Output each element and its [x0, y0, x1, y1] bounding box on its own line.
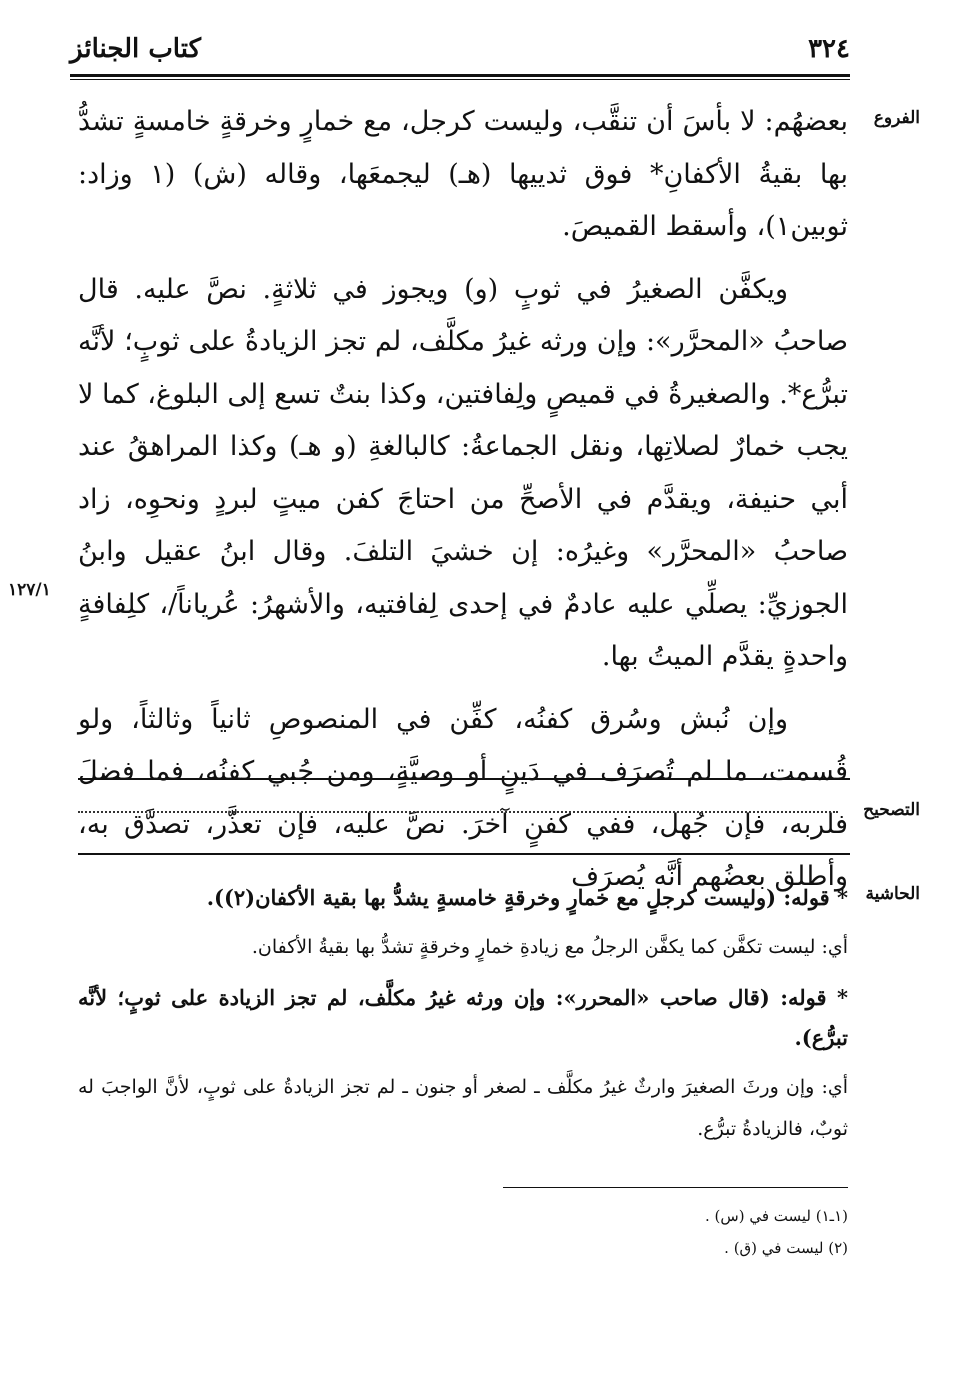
page-number: ٣٢٤ [808, 34, 850, 64]
footnote: (١ـ١) ليست في (س) . [705, 1207, 848, 1225]
main-text [78, 96, 848, 914]
manuscript-ref: ١٢٧/١ [8, 580, 51, 600]
footnote: (٢) ليست في (ق) . [724, 1239, 848, 1257]
margin-label-furu: الفروع [873, 108, 920, 128]
main-paragraph: وإن نُبش وسُرق كفنُه، كفِّن في المنصوصِ ثانياً وثالثاً، ولو قُسمت، ما لم تُصرَف في دَينٍ أو وصيَّةٍ، ومن جُبي كفنُه، فما فضلَ فلربه، فإن جُهل، ففي كفنٍ آخرَ. نصَّ عليه، فإن تعذَّر، تصدَّق به، وأطلق بعضُهم أنَّه يُصرَف [78, 703, 848, 892]
hashiya-explanation: أي: وإن ورثَ الصغيرَ وارثٌ غيرُ مكلَّف ـ لصغر أو جنون ـ لم تجز الزيادةُ على ثوبٍ، لأنَّ الواجبَ له ثوبٌ، فالزيادةُ تبرُّع. [78, 1076, 848, 1140]
margin-label-tashih: التصحيح [863, 800, 920, 820]
section-divider [78, 778, 850, 780]
hashiya-explanation: أي: ليست تكفَّن كما يكفَّن الرجلُ مع زيادةِ خمارٍ وخرقةٍ تشدُّ بها بقيةُ الأكفان. [251, 936, 848, 958]
header-rule [70, 74, 850, 77]
section-divider [78, 853, 850, 855]
hashiya-quote: * قوله: (قال صاحب «المحرر»: وإن ورثه غيرُ مكلَّف، لم تجز الزيادة على ثوبٍ؛ لأنَّه تبرُّع). [78, 985, 848, 1050]
main-paragraph: بعضهُم: لا بأسَ أن تنقَّب، وليست كرجل، مع خمارٍ وخرقةٍ خامسةٍ تشدُّ بها بقيةُ الأكفانِ* فوق ثدييها (هـ) ليجمعَها، وقاله (ش) (١ وزاد: ثوبين١)، وأسقط القميصَ. [78, 106, 849, 242]
margin-label-hashiya: الحاشية [865, 884, 920, 904]
header-rule-thin [70, 79, 850, 80]
page-header [70, 28, 850, 72]
book-title: كتاب الجنائز [70, 34, 201, 64]
hashiya-section [78, 878, 848, 1160]
footnotes [500, 1200, 848, 1264]
main-paragraph: ويكفَّن الصغيرُ في ثوبٍ (و) ويجوز في ثلاثةٍ. نصَّ عليه. قال صاحبُ «المحرَّر»: وإن ورثه غيرُ مكلَّف، لم تجز الزيادةُ على ثوبٍ؛ لأنَّه تبرُّع*. والصغيرةُ في قميصٍ ولِفافتين، وكذا بنتٌ تسع إلى البلوغ، كما لا يجب خمارٌ لصلاتِها، ونقل الجماعةُ: كالبالغةِ (و هـ) وكذا المراهقُ عند أبي حنيفة، ويقدَّم في الأصحِّ من احتاجَ كفن ميتٍ لبردٍ ونحوِه، زاد صاحبُ «المحرَّر» وغيرُه: إن خشيَ التلفَ. وقال ابنُ عقيل وابنُ الجوزيِّ: يصلِّي عليه عادمٌ في إحدى لِفافتيه، والأشهرُ: عُرياناً/، كلِفافةٍ واحدةٍ يقدَّم الميتُ بها. [78, 273, 848, 672]
footnote-rule [503, 1187, 848, 1188]
tashih-dotted-line [78, 811, 838, 813]
hashiya-quote: * قوله: (وليست كرجلٍ مع خمارٍ وخرقةٍ خامسةٍ يشدُّ بها بقية الأكفان(٢)). [206, 885, 848, 910]
